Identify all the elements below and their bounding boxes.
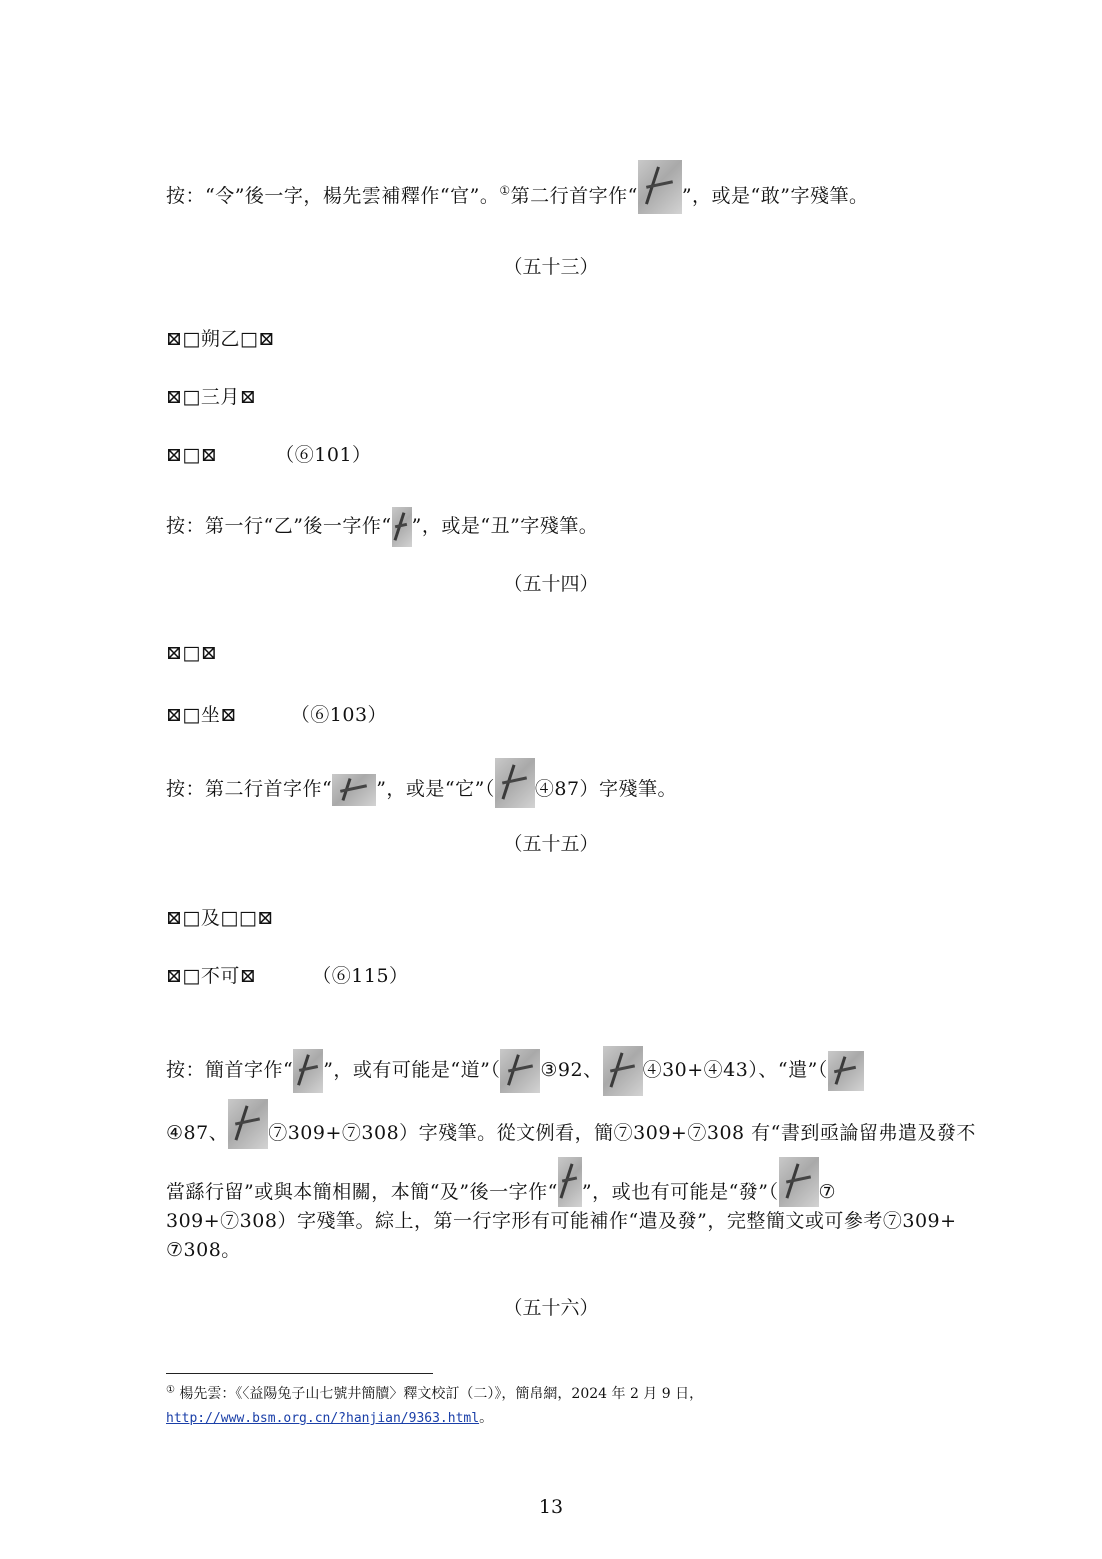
footnote-rule: [166, 1373, 433, 1374]
character-image-icon: [558, 1157, 582, 1207]
slip-line: ⊠□三月⊠: [166, 386, 257, 408]
footnote-link-line: http://www.bsm.org.cn/?hanjian/9363.html。: [166, 1410, 494, 1426]
section-heading-54: （五十四）: [503, 573, 599, 595]
section-heading-56: （五十六）: [503, 1297, 599, 1319]
slip-line: ⊠□及□□⊠: [166, 907, 274, 929]
character-image-icon: [332, 774, 376, 806]
paragraph-note-54: 按：第二行首字作“ ”，或是“它”（ ④87）字殘筆。: [166, 772, 677, 808]
section-heading-55: （五十五）: [503, 833, 599, 855]
slip-line: ⊠□坐⊠ （⑥103）: [166, 704, 388, 726]
slip-line: ⊠□朔乙□⊠: [166, 328, 275, 350]
paragraph-note-55-line4: 309+⑦308）字殘筆。綜上，第一行字形有可能補作“遣及發”，完整簡文或可參考⑦309+: [166, 1210, 957, 1232]
character-image-icon: [500, 1049, 540, 1093]
slip-reference: （⑥101）: [275, 444, 372, 466]
paragraph-note-53: 按：第一行“乙”後一字作“ ”，或是“丑”字殘筆。: [166, 507, 598, 547]
slip-line: ⊠□⊠ （⑥101）: [166, 444, 372, 466]
footnote-number: ①: [166, 1384, 175, 1396]
footnote-marker[interactable]: ①: [499, 183, 511, 198]
slip-line: ⊠□不可⊠ （⑥115）: [166, 965, 409, 987]
character-image-icon: [638, 160, 682, 214]
section-heading-53: （五十三）: [503, 256, 599, 278]
footnote: ① 楊先雲：《〈益陽兔子山七號井簡牘〉釋文校訂（二）》，簡帛網，2024 年 2 月 9 日，: [166, 1384, 704, 1402]
page-number: 13: [538, 1496, 564, 1518]
character-image-icon: [293, 1049, 323, 1093]
paragraph-note-55-line1: 按：簡首字作“ ”，或有可能是“道”（ ③92、 ④30+④43）、“遣”（: [166, 1046, 864, 1096]
slip-reference: （⑥103）: [290, 704, 388, 726]
slip-line: ⊠□⊠: [166, 642, 218, 664]
character-image-icon: [392, 507, 412, 547]
footnote-url-link[interactable]: http://www.bsm.org.cn/?hanjian/9363.html: [166, 1411, 480, 1426]
character-image-icon: [228, 1099, 268, 1149]
paragraph-note-55-line5: ⑦308。: [166, 1239, 241, 1261]
character-image-icon: [603, 1046, 643, 1096]
character-image-icon: [828, 1051, 864, 1091]
slip-reference: （⑥115）: [312, 965, 409, 987]
character-image-icon: [495, 758, 535, 808]
paragraph-note-55-line2: ④87、 ⑦309+⑦308）字殘筆。從文例看，簡⑦309+⑦308 有“書到亟論留弗遣及發不: [166, 1118, 976, 1149]
paragraph-note-52: 按：“令”後一字，楊先雲補釋作“官”。①第二行首字作“ ”，或是“敢”字殘筆。: [166, 180, 868, 214]
paragraph-note-55-line3: 當繇行留”或與本簡相關，本簡“及”後一字作“ ”，或也有可能是“發”（ ⑦: [166, 1177, 836, 1207]
character-image-icon: [779, 1157, 819, 1207]
